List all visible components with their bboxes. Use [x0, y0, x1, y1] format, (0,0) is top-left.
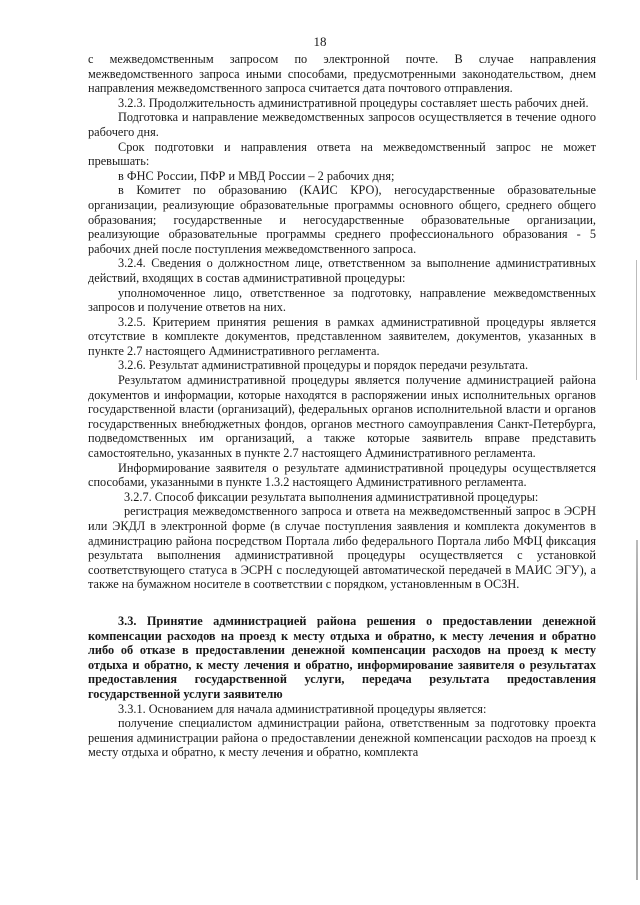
document-body — [88, 52, 596, 760]
section-heading: 3.3. Принятие администрацией района решения о предоставлении денежной компенсации расходов на проезд к месту отдыха и обратно, к месту лечения и обратно либо об отказе в предоставлении денежной компенсации расходов на проезд к месту отдыха и обратно, к месту лечения и обратно, информирование заявителя о результатах предоставления государственной услуги, передача результата предоставления государственной услуги заявителю — [88, 613, 596, 701]
page-number: 18 — [313, 34, 327, 49]
paragraph: 3.3.1. Основанием для начала административной процедуры является: — [118, 701, 487, 716]
paragraph: уполномоченное лицо, ответственное за подготовку, направление межведомственных запросов и получение ответов на них. — [88, 285, 596, 315]
paragraph: 3.2.7. Способ фиксации результата выполнения административной процедуры: — [124, 489, 539, 504]
paragraph: с межведомственным запросом по электронной почте. В случае направления межведомственного запроса иными способами, предусмотренными законодательством, днем направления межведомственного запроса считается дата почтового отправления. — [88, 52, 596, 96]
paragraph: 3.2.5. Критерием принятия решения в рамках административной процедуры является отсутствие в комплекте документов, представленном заявителем, документов, указанных в пункте 2.7 настоящего Административного регламента. — [88, 314, 596, 358]
paragraph: 3.2.6. Результат административной процедуры и порядок передачи результата. — [118, 358, 529, 373]
paragraph: 3.2.3. Продолжительность административной процедуры составляет шесть рабочих дней. — [118, 95, 589, 110]
paragraph: получение специалистом администрации района, ответственным за подготовку проекта решения администрации района о предоставлении денежной компенсации расходов на проезд к месту отдыха и обратно, к месту лечения и обратно, комплекта — [88, 716, 596, 760]
paragraph: в Комитет по образованию (КАИС КРО), негосударственные образовательные организации, реализующие образовательные программы основного общего, среднего общего образования; государственные и негосударственные образовательные организации, реализующие образовательные программы среднего профессионального образования - 5 рабочих дней после поступления межведомственного запроса. — [88, 183, 596, 256]
scan-edge-artifact — [636, 260, 637, 380]
paragraph: регистрация межведомственного запроса и ответа на межведомственный запрос в ЭСРН или ЭКДЛ в электронной форме (в случае поступления заявления и комплекта документов в администрацию района посредством Портала либо федерального Портала либо МФЦ фиксация результата выполнения административной процедуры осуществляется с установкой соответствующего статуса в ЭСРН с последующей автоматической передачей в МАИС ЭГУ), а также на бумажном носителе в соответствии с порядком, установленным в ОСЗН. — [88, 504, 596, 592]
paragraph: Подготовка и направление межведомственных запросов осуществляется в течение одного рабочего дня. — [88, 110, 596, 139]
paragraph: 3.2.4. Сведения о должностном лице, ответственном за выполнение административных действий, входящих в состав административной процедуры: — [88, 256, 596, 285]
paragraph: Информирование заявителя о результате административной процедуры осуществляется способами, указанными в пункте 1.3.2 настоящего Административного регламента. — [88, 460, 596, 490]
paragraph: Срок подготовки и направления ответа на межведомственный запрос не может превышать: — [88, 139, 596, 169]
paragraph: Результатом административной процедуры является получение администрацией района документов и информации, которые находятся в распоряжении иных исполнительных органов государственной власти (организаций), федеральных органов исполнительной власти и органов государственных внебюджетных фондов, органов местного самоуправления Санкт-Петербурга, подведомственных им организаций, а также которые заявитель вправе представить самостоятельно, указанных в пункте 2.7 настоящего Административного регламента. — [88, 373, 596, 461]
scan-edge-artifact — [636, 540, 638, 880]
paragraph: в ФНС России, ПФР и МВД России – 2 рабочих дня; — [118, 168, 395, 183]
